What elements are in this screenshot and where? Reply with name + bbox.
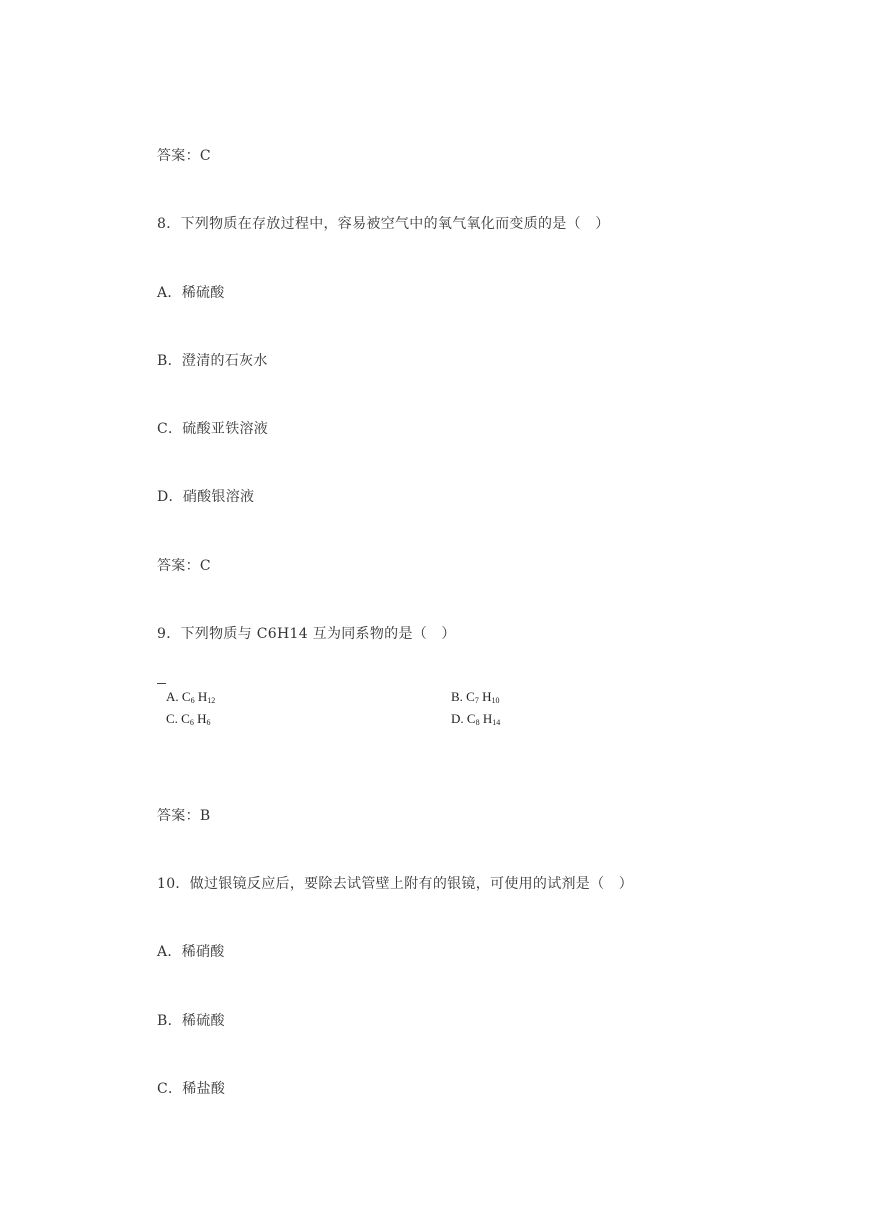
- q9-option-d-sub-h: 14: [492, 718, 501, 727]
- image-dash-mark: [157, 683, 166, 684]
- answer-8: 答案：C: [157, 558, 211, 574]
- q9-option-d-prefix: D. C: [451, 711, 476, 726]
- q9-options-image: [157, 683, 577, 733]
- q9-option-c-sub-h: 6: [206, 718, 211, 727]
- question-9: 9．下列物质与 C6H14 互为同系物的是（ ）: [157, 626, 456, 642]
- q9-option-d-sub-c: 8: [475, 718, 480, 727]
- q9-option-a-sub-h: 12: [207, 696, 216, 705]
- q9-option-b-sub-c: 7: [474, 696, 479, 705]
- q9-option-a-prefix: A. C: [166, 689, 191, 704]
- q9-option-c: [166, 711, 210, 726]
- q9-option-d-mid: H: [479, 711, 493, 726]
- question-10: 10．做过银镜反应后，要除去试管壁上附有的银镜，可使用的试剂是（ ）: [157, 876, 634, 892]
- q8-option-b: B．澄清的石灰水: [157, 353, 268, 369]
- q9-option-d: [451, 711, 500, 726]
- q8-option-a: A．稀硫酸: [157, 285, 225, 301]
- q9-option-b-sub-h: 10: [491, 696, 500, 705]
- question-8: 8．下列物质在存放过程中，容易被空气中的氧气氧化而变质的是（ ）: [157, 216, 610, 232]
- q9-option-a-mid: H: [194, 689, 208, 704]
- q9-option-c-mid: H: [193, 711, 207, 726]
- q9-option-a: [166, 689, 215, 704]
- q9-option-b-prefix: B. C: [451, 689, 475, 704]
- q9-option-c-prefix: C. C: [166, 711, 190, 726]
- q9-option-b-mid: H: [478, 689, 492, 704]
- q10-option-c: C．稀盐酸: [157, 1081, 226, 1097]
- q8-option-d: D．硝酸银溶液: [157, 489, 255, 505]
- q10-option-b: B．稀硫酸: [157, 1013, 225, 1029]
- q9-option-c-sub-c: 6: [189, 718, 194, 727]
- answer-7: 答案：C: [157, 148, 211, 164]
- q9-option-a-sub-c: 6: [190, 696, 195, 705]
- answer-9: 答案：B: [157, 808, 211, 824]
- q8-option-c: C．硫酸亚铁溶液: [157, 421, 269, 437]
- q10-option-a: A．稀硝酸: [157, 944, 225, 960]
- q9-option-b: [451, 689, 499, 704]
